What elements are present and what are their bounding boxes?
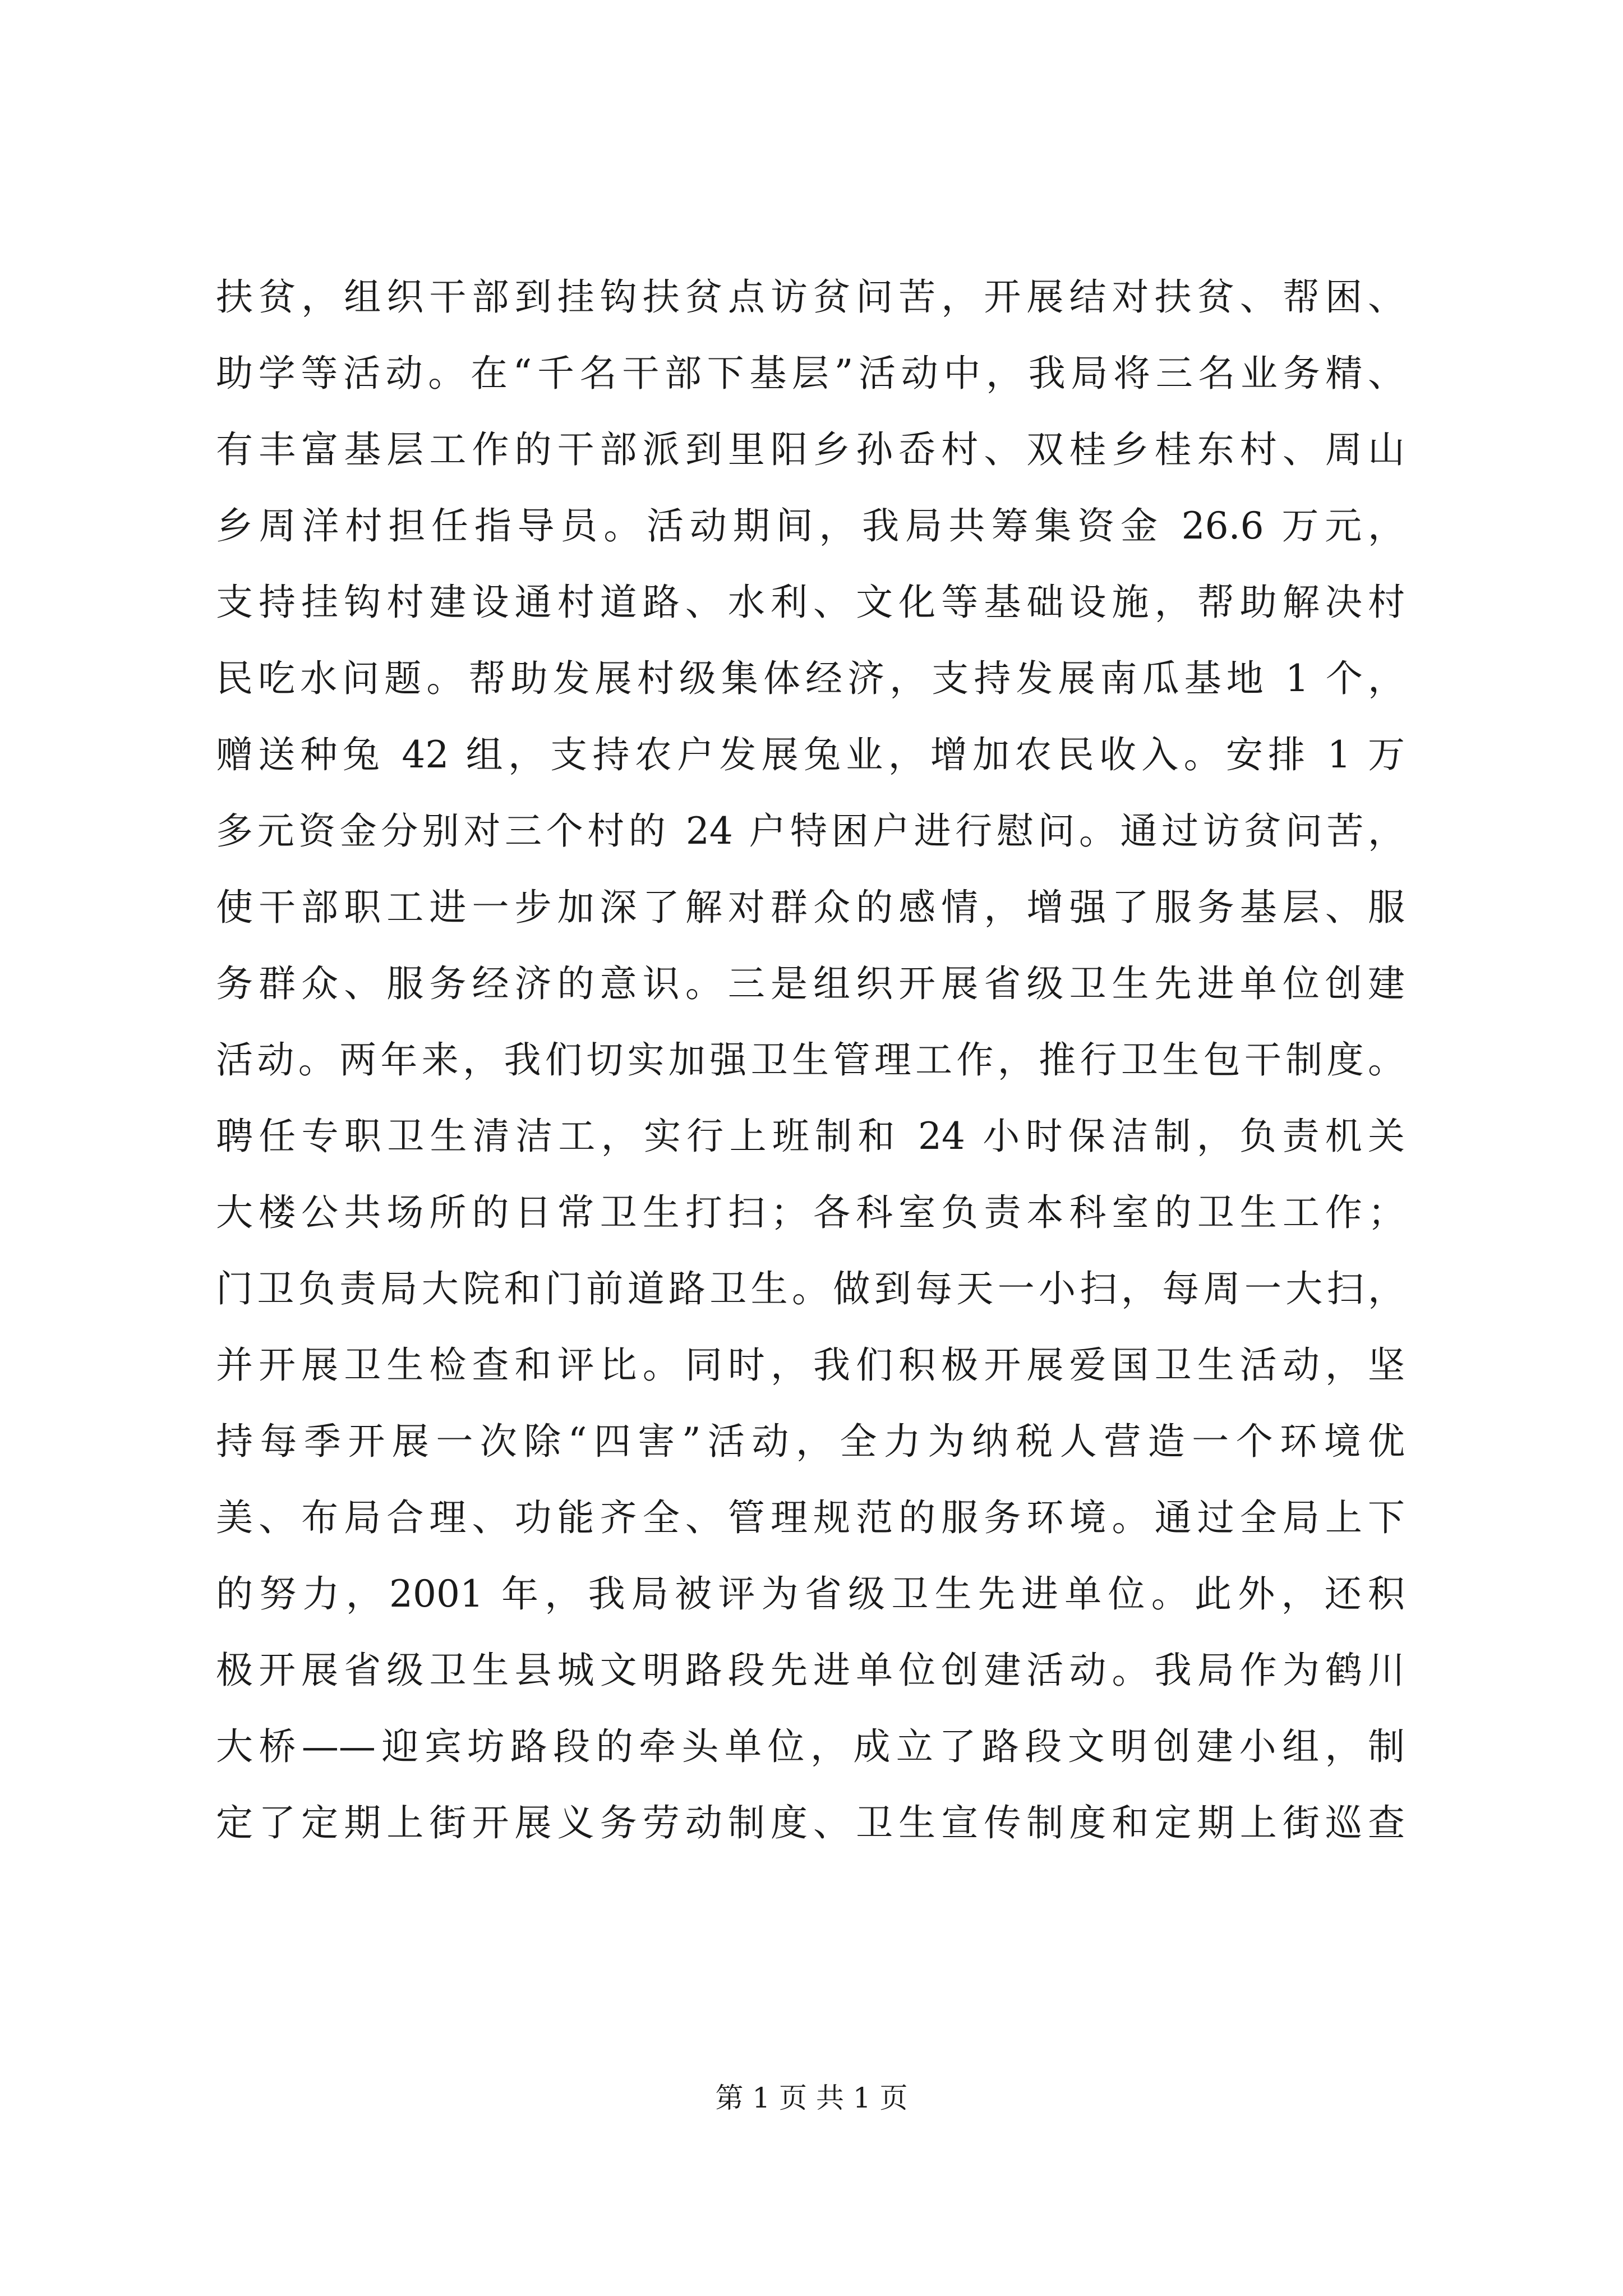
text-line: 有丰富基层工作的干部派到里阳乡孙岙村、双桂乡桂东村、周山 bbox=[216, 428, 1405, 471]
text-line: 赠送种兔 42 组，支持农户发展兔业，增加农民收入。安排 1 万 bbox=[216, 733, 1405, 776]
text-line: 并开展卫生检查和评比。同时，我们积极开展爱国卫生活动，坚 bbox=[216, 1343, 1405, 1387]
text-line: 助学等活动。在“千名干部下基层”活动中，我局将三名业务精、 bbox=[216, 352, 1405, 395]
text-line: 乡周洋村担任指导员。活动期间，我局共筹集资金 26.6 万元， bbox=[216, 504, 1405, 547]
text-line: 多元资金分别对三个村的 24 户特困户进行慰问。通过访贫问苦， bbox=[216, 809, 1405, 853]
text-line: 活动。两年来，我们切实加强卫生管理工作，推行卫生包干制度。 bbox=[216, 1038, 1405, 1082]
text-line: 定了定期上街开展义务劳动制度、卫生宣传制度和定期上街巡查 bbox=[216, 1801, 1405, 1844]
text-line: 务群众、服务经济的意识。三是组织开展省级卫生先进单位创建 bbox=[216, 962, 1405, 1005]
text-line: 使干部职工进一步加深了解对群众的感情，增强了服务基层、服 bbox=[216, 886, 1405, 929]
text-line: 大楼公共场所的日常卫生打扫；各科室负责本科室的卫生工作； bbox=[216, 1191, 1405, 1234]
text-line: 扶贫，组织干部到挂钩扶贫点访贫问苦，开展结对扶贫、帮困、 bbox=[216, 275, 1405, 319]
text-line: 的努力，2001 年，我局被评为省级卫生先进单位。此外，还积 bbox=[216, 1572, 1405, 1616]
text-line: 聘任专职卫生清洁工，实行上班制和 24 小时保洁制，负责机关 bbox=[216, 1115, 1405, 1158]
body-text bbox=[216, 259, 1405, 1861]
text-line: 民吃水问题。帮助发展村级集体经济，支持发展南瓜基地 1 个， bbox=[216, 657, 1405, 700]
text-line: 支持挂钩村建设通村道路、水利、文化等基础设施，帮助解决村 bbox=[216, 581, 1405, 624]
text-line: 持每季开展一次除“四害”活动，全力为纳税人营造一个环境优 bbox=[216, 1420, 1405, 1463]
page-number-footer: 第 1 页 共 1 页 bbox=[715, 2082, 908, 2114]
text-line: 美、布局合理、功能齐全、管理规范的服务环境。通过全局上下 bbox=[216, 1496, 1405, 1539]
text-line: 极开展省级卫生县城文明路段先进单位创建活动。我局作为鹤川 bbox=[216, 1649, 1405, 1692]
text-line: 门卫负责局大院和门前道路卫生。做到每天一小扫，每周一大扫， bbox=[216, 1267, 1405, 1310]
text-line: 大桥——迎宾坊路段的牵头单位，成立了路段文明创建小组，制 bbox=[216, 1725, 1405, 1768]
